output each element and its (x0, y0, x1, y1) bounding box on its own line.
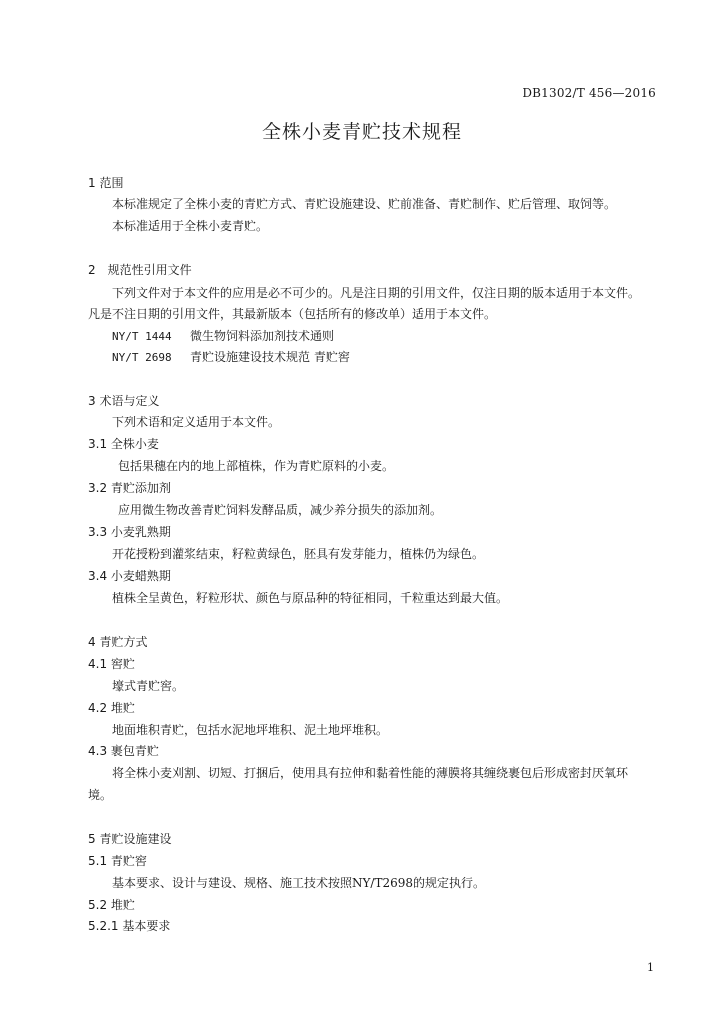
term-3-3-definition: 开花授粉到灌浆结束，籽粒黄绿色，胚具有发芽能力，植株仍为绿色。 (112, 547, 485, 561)
section-4-3-text-line-2: 境。 (88, 788, 113, 802)
section-3-heading: 3 术语与定义 (88, 394, 160, 408)
section-5-2-1-heading: 5.2.1 基本要求 (88, 919, 171, 933)
section-3-intro: 下列术语和定义适用于本文件。 (112, 415, 281, 429)
document-code: DB1302/T 456—2016 (522, 86, 656, 100)
section-4-1-heading: 4.1 窖贮 (88, 657, 135, 671)
reference-item (112, 328, 334, 345)
reference-title: 青贮设施建设技术规范 青贮窖 (190, 350, 350, 364)
term-3-2-heading: 3.2 青贮添加剂 (88, 481, 171, 495)
reference-title: 微生物饲料添加剂技术通则 (190, 329, 335, 343)
section-5-1-text: 基本要求、设计与建设、规格、施工技术按照NY/T2698的规定执行。 (112, 876, 486, 890)
section-5-1-heading: 5.1 青贮窖 (88, 854, 147, 868)
reference-item (112, 349, 350, 366)
section-4-3-heading: 4.3 裹包青贮 (88, 744, 159, 758)
term-3-3-heading: 3.3 小麦乳熟期 (88, 525, 171, 539)
section-4-3-text-line-1: 将全株小麦刈割、切短、打捆后，使用具有拉伸和黏着性能的薄膜将其缠绕裹包后形成密封厌氧环 (112, 766, 629, 780)
section-2-paragraph-line-1: 下列文件对于本文件的应用是必不可少的。凡是注日期的引用文件，仅注日期的版本适用于本文件。 (112, 286, 641, 300)
page-number: 1 (647, 961, 654, 974)
section-1-heading: 1 范围 (88, 176, 124, 190)
section-5-heading: 5 青贮设施建设 (88, 832, 172, 846)
section-1-paragraph-1: 本标准规定了全株小麦的青贮方式、青贮设施建设、贮前准备、青贮制作、贮后管理、取饲等。 (112, 197, 617, 211)
section-2-paragraph-line-2: 凡是不注日期的引用文件，其最新版本（包括所有的修改单）适用于本文件。 (88, 307, 497, 321)
term-3-1-heading: 3.1 全株小麦 (88, 437, 159, 451)
section-2-heading: 2 规范性引用文件 (88, 263, 192, 277)
term-3-1-definition: 包括果穗在内的地上部植株，作为青贮原料的小麦。 (118, 459, 395, 473)
document-title: 全株小麦青贮技术规程 (261, 121, 462, 143)
reference-code: NY/T 2698 (112, 351, 172, 364)
term-3-4-definition: 植株全呈黄色，籽粒形状、颜色与原品种的特征相同，千粒重达到最大值。 (112, 591, 509, 605)
section-4-2-heading: 4.2 堆贮 (88, 701, 135, 715)
section-1-paragraph-2: 本标准适用于全株小麦青贮。 (112, 219, 269, 233)
term-3-2-definition: 应用微生物改善青贮饲料发酵品质，减少养分损失的添加剂。 (118, 503, 443, 517)
section-5-2-heading: 5.2 堆贮 (88, 898, 135, 912)
term-3-4-heading: 3.4 小麦蜡熟期 (88, 569, 171, 583)
section-4-2-text: 地面堆积青贮，包括水泥地坪堆积、泥土地坪堆积。 (112, 723, 389, 737)
reference-code: NY/T 1444 (112, 330, 172, 343)
section-4-heading: 4 青贮方式 (88, 635, 148, 649)
section-4-1-text: 壕式青贮窖。 (112, 679, 185, 693)
